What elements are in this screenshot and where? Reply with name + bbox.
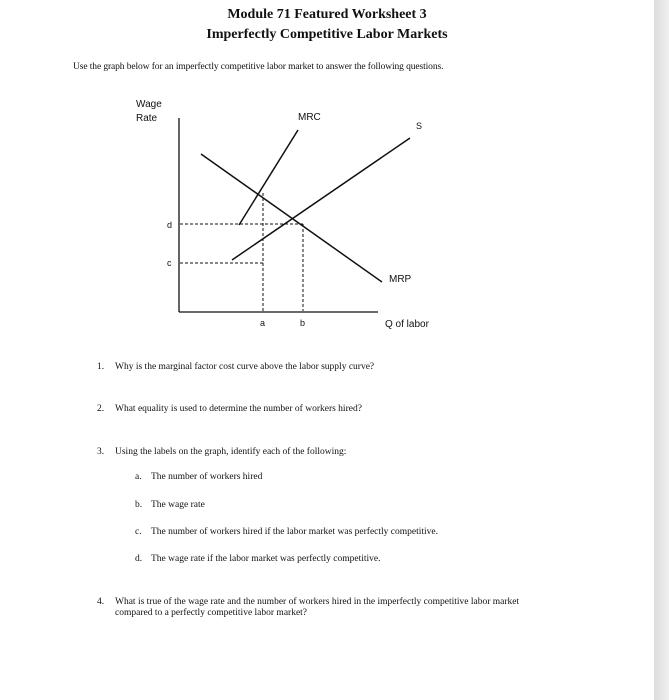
mrp-label: MRP: [389, 274, 412, 285]
subitem-letter: c.: [135, 527, 142, 537]
y-axis-label-rate: Rate: [136, 113, 158, 124]
subitem-text: The wage rate if the labor market was perfectly competitive.: [151, 554, 381, 564]
tick-label-a: a: [260, 318, 266, 328]
question-text: Why is the marginal factor cost curve above the labor supply curve?: [115, 362, 375, 372]
mrc-label: MRC: [298, 112, 321, 123]
question-number: 2.: [97, 404, 105, 414]
question-text: What is true of the wage rate and the number of workers hired in the imperfectly competitive labor market compared to a perfectly competitive labor market?: [115, 597, 520, 618]
subitem-text: The number of workers hired if the labor market was perfectly competitive.: [151, 527, 439, 537]
supply-label: S: [416, 121, 423, 131]
subitem-text: The wage rate: [151, 500, 205, 510]
tick-label-d: d: [167, 220, 173, 230]
supply-curve: [232, 138, 410, 260]
subitem-text: The number of workers hired: [151, 472, 263, 482]
mrc-curve: [239, 130, 298, 225]
worksheet-subtitle: Imperfectly Competitive Labor Markets: [206, 27, 448, 42]
subitem-letter: a.: [135, 472, 142, 482]
x-axis-label: Q of labor: [385, 319, 429, 330]
page-edge-shadow: [654, 0, 669, 700]
question-text: What equality is used to determine the number of workers hired?: [115, 404, 362, 414]
tick-label-b: b: [300, 318, 306, 328]
worksheet-title: Module 71 Featured Worksheet 3: [227, 7, 427, 22]
mrp-curve: [201, 154, 382, 282]
intro-instruction: Use the graph below for an imperfectly competitive labor market to answer the following questions.: [73, 62, 444, 72]
question-number: 4.: [97, 597, 105, 607]
y-axis-label-wage: Wage: [136, 99, 162, 110]
question-number: 1.: [97, 362, 105, 372]
question-number: 3.: [97, 447, 105, 457]
tick-label-c: c: [167, 258, 172, 268]
subitem-letter: b.: [135, 500, 143, 510]
question-text: Using the labels on the graph, identify each of the following:: [115, 447, 347, 457]
subitem-letter: d.: [135, 554, 143, 564]
